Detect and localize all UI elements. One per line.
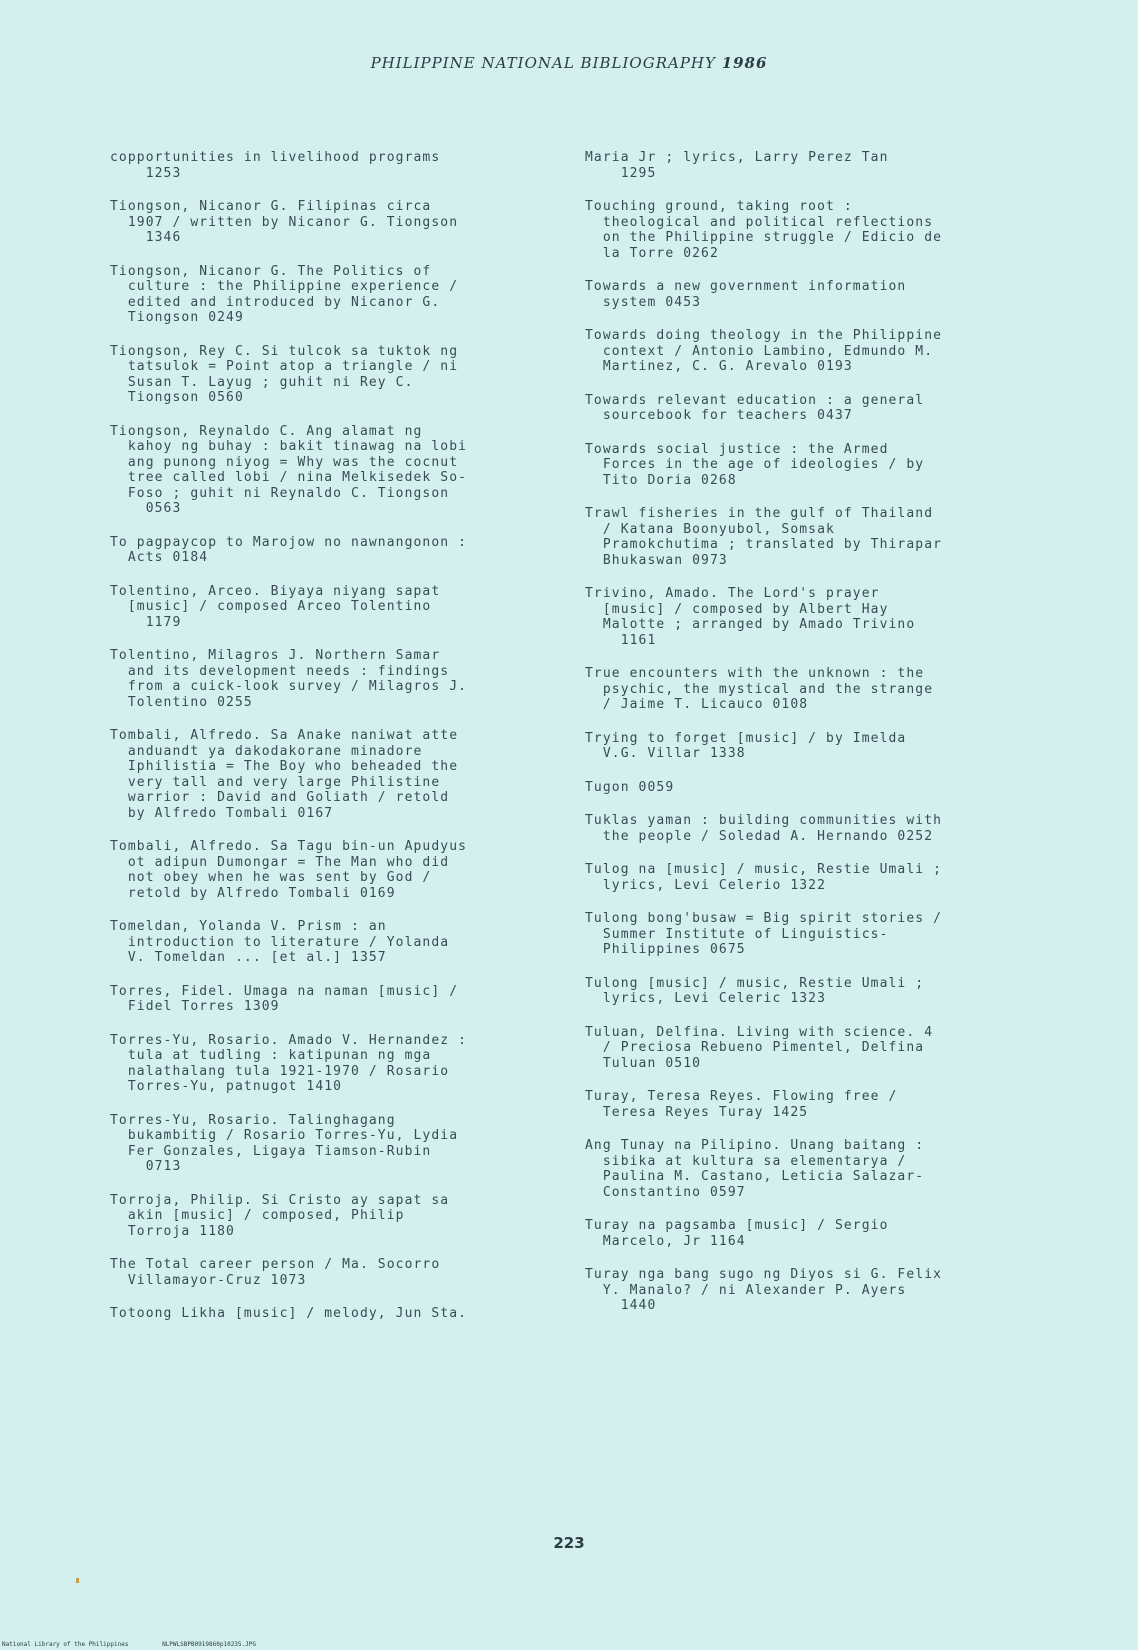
bib-entry: Tugon 0059 — [585, 779, 675, 795]
bib-entry: Tomeldan, Yolanda V. Prism : an introduction to literature / Yolanda V. Tomeldan ... [et al.] 1357 — [110, 919, 450, 965]
page-number: 223 — [553, 1534, 585, 1552]
bib-entry: Tolentino, Milagros J. Northern Samar and its development needs : findings from a cuick-look survey / Milagros J. Tolentino 0255 — [110, 648, 468, 710]
left-column — [110, 150, 540, 1340]
bib-entry: To pagpaycop to Marojow no nawnangonon : Acts 0184 — [110, 534, 468, 565]
page-header — [0, 54, 1138, 72]
bib-entry: Tombali, Alfredo. Sa Anake naniwat atte anduandt ya dakodakorane minadore Iphilistia = The Boy who beheaded the very tall and very large Philistine warrior : David and Goliath / retold by Alfredo Tombali 0167 — [110, 728, 459, 821]
bib-entry: The Total career person / Ma. Socorro Villamayor-Cruz 1073 — [110, 1257, 441, 1288]
bib-entry: Torroja, Philip. Si Cristo ay sapat sa akin [music] / composed, Philip Torroja 1180 — [110, 1192, 450, 1239]
bib-entry: Tiongson, Rey C. Si tulcok sa tuktok ng tatsulok = Point atop a triangle / ni Susan T. Layug ; guhit ni Rey C. Tiongson 0560 — [110, 343, 459, 405]
bib-entry: Tulong bong'busaw = Big spirit stories / Summer Institute of Linguistics- Philippines 0675 — [585, 911, 943, 957]
bib-entry: Trivino, Amado. The Lord's prayer [music] / composed by Albert Hay Malotte ; arranged by Amado Trivino 1161 — [585, 586, 916, 648]
bib-entry: Torres, Fidel. Umaga na naman [music] / Fidel Torres 1309 — [110, 983, 459, 1014]
bib-entry: Towards social justice : the Armed Forces in the age of ideologies / by Tito Doria 0268 — [585, 441, 925, 488]
bib-entry: Tulog na [music] / music, Restie Umali ; lyrics, Levi Celerio 1322 — [585, 862, 943, 893]
bib-entry: Tulong [music] / music, Restie Umali ; lyrics, Levi Celeric 1323 — [585, 975, 925, 1006]
bib-entry: Torres-Yu, Rosario. Amado V. Hernandez : tula at tudling : katipunan ng mga nalathalang tula 1921-1970 / Rosario Torres-Yu, patnugot 1410 — [110, 1032, 468, 1094]
bib-entry: Maria Jr ; lyrics, Larry Perez Tan 1295 — [585, 150, 889, 181]
bib-entry: Trawl fisheries in the gulf of Thailand / Katana Boonyubol, Somsak Pramokchutima ; translated by Thirapar Bhukaswan 0973 — [585, 506, 943, 568]
bibliography-year: 1986 — [721, 54, 768, 72]
bib-entry: Touching ground, taking root : theological and political reflections on the Philippine struggle / Edicio de la Torre 0262 — [585, 199, 943, 261]
bib-entry: Towards a new government information system 0453 — [585, 279, 907, 310]
bib-entry: Turay nga bang sugo ng Diyos si G. Felix Y. Manalo? / ni Alexander P. Ayers 1440 — [585, 1267, 943, 1313]
footer-file-label: NLPWLSBPB0919860p10235.JPG — [162, 1641, 256, 1648]
bib-entry: Turay na pagsamba [music] / Sergio Marcelo, Jr 1164 — [585, 1218, 889, 1249]
bib-entry: Tolentino, Arceo. Biyaya niyang sapat [music] / composed Arceo Tolentino 1179 — [110, 583, 441, 630]
footer-library-label: National Library of the Philippines — [2, 1641, 129, 1648]
bib-entry: Tuklas yaman : building communities with the people / Soledad A. Hernando 0252 — [585, 813, 943, 844]
bib-entry: Tuluan, Delfina. Living with science. 4 / Preciosa Rebueno Pimentel, Delfina Tuluan 0510 — [585, 1024, 934, 1071]
bib-entry: Tiongson, Nicanor G. Filipinas circa 1907 / written by Nicanor G. Tiongson 1346 — [110, 199, 459, 245]
bib-entry: Turay, Teresa Reyes. Flowing free / Teresa Reyes Turay 1425 — [585, 1089, 898, 1120]
bib-entry: Ang Tunay na Pilipino. Unang baitang : sibika at kultura sa elementarya / Paulina M. Castano, Leticia Salazar- Constantino 0597 — [585, 1138, 925, 1200]
bib-entry: Trying to forget [music] / by Imelda V.G. Villar 1338 — [585, 730, 907, 761]
bib-entry: Towards relevant education : a general sourcebook for teachers 0437 — [585, 392, 925, 423]
bib-entry: copportunities in livelihood programs 1253 — [110, 150, 441, 181]
bibliography-title: PHILIPPINE NATIONAL BIBLIOGRAPHY — [370, 54, 716, 72]
right-column — [585, 150, 1015, 1332]
bib-entry: Tombali, Alfredo. Sa Tagu bin-un Apudyus ot adipun Dumongar = The Man who did not obey when he was sent by God / retold by Alfredo Tombali 0169 — [110, 839, 468, 901]
bib-entry: Towards doing theology in the Philippine context / Antonio Lambino, Edmundo M. Martinez, C. G. Arevalo 0193 — [585, 328, 943, 374]
bib-entry: Totoong Likha [music] / melody, Jun Sta. — [110, 1306, 468, 1321]
scan-footer — [2, 1641, 286, 1648]
bib-entry: True encounters with the unknown : the psychic, the mystical and the strange / Jaime T. Licauco 0108 — [585, 666, 934, 712]
bib-entry: Tiongson, Nicanor G. The Politics of culture : the Philippine experience / edited and introduced by Nicanor G. Tiongson 0249 — [110, 263, 459, 325]
scan-speck — [76, 1578, 79, 1583]
bib-entry: Torres-Yu, Rosario. Talinghagang bukambitig / Rosario Torres-Yu, Lydia Fer Gonzales, Ligaya Tiamson-Rubin 0713 — [110, 1112, 459, 1174]
bib-entry: Tiongson, Reynaldo C. Ang alamat ng kahoy ng buhay : bakit tinawag na lobi ang punong niyog = Why was the cocnut tree called lobi / nina Melkisedek So- Foso ; guhit ni Reynaldo C. Tiongson 0563 — [110, 423, 468, 516]
